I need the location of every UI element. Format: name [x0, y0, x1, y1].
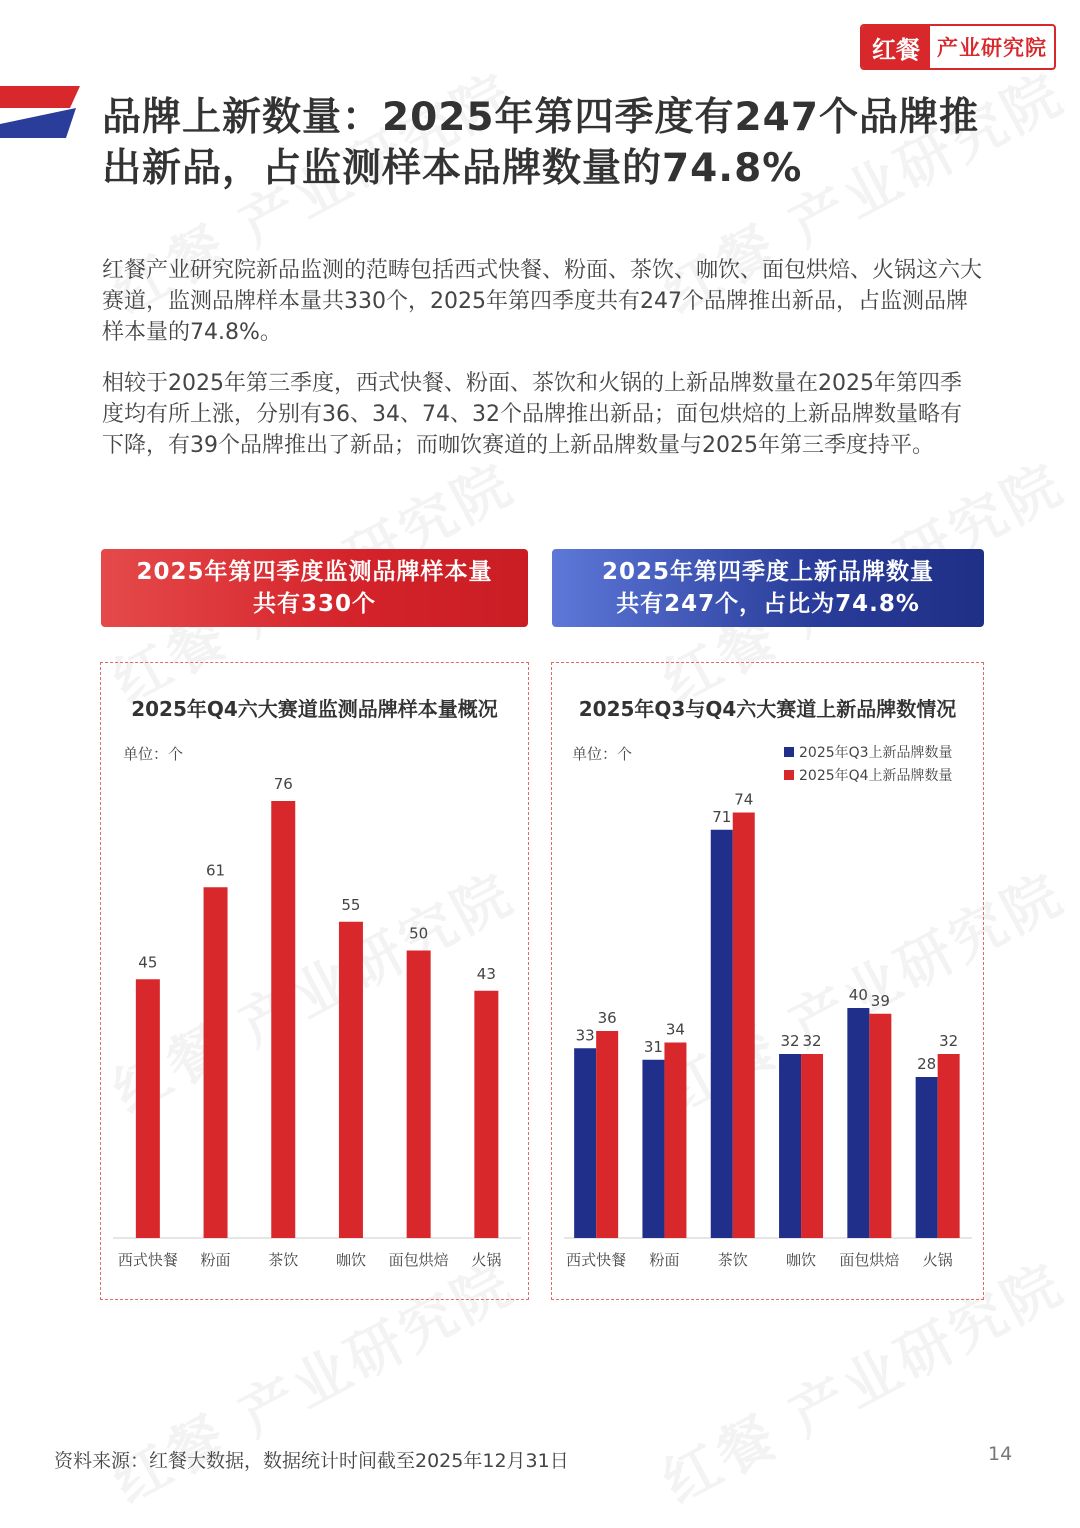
bar-chart-plot: [101, 663, 527, 1299]
data-label: 55: [341, 895, 361, 914]
data-label: 50: [409, 924, 429, 943]
brand-logo: [860, 24, 1056, 70]
data-label: 32: [780, 1032, 800, 1050]
banner-line: 2025年第四季度监测品牌样本量: [136, 559, 493, 585]
bar: [136, 979, 160, 1238]
grouped-bar-chart-plot: [552, 663, 982, 1299]
unit-label: 单位：个: [572, 745, 633, 763]
unit-label: 单位：个: [123, 745, 184, 763]
data-label: 71: [712, 807, 732, 826]
bar: [801, 1054, 823, 1238]
bar: [779, 1054, 801, 1238]
data-label: 74: [734, 790, 754, 809]
bar: [474, 991, 498, 1238]
data-label: 28: [917, 1055, 937, 1073]
data-label: 76: [273, 775, 293, 793]
data-label: 40: [848, 986, 868, 1004]
new-brands-banner: [552, 549, 984, 627]
bar: [271, 801, 295, 1238]
category-label: 西式快餐: [117, 1251, 178, 1269]
header-stripe: [0, 86, 82, 140]
data-label: 32: [939, 1032, 959, 1050]
legend-label: 2025年Q3上新品牌数量: [799, 745, 953, 761]
bar: [642, 1060, 664, 1238]
banner-line: 共有247个，占比为74.8%: [616, 591, 920, 617]
category-label: 茶饮: [717, 1251, 748, 1269]
bar: [847, 1008, 869, 1238]
comparison-paragraph: 相较于2025年第三季度，西式快餐、粉面、茶饮和火锅的上新品牌数量在2025年第四季度均有所上涨，分别有36、34、74、32个品牌推出新品；面包烘焙的上新品牌数量略有下降，有39个品牌推出了新品；而咖饮赛道的上新品牌数量与2025年第三季度持平。: [102, 371, 962, 458]
page-number: 14: [988, 1443, 1013, 1465]
sample-size-banner: [101, 549, 528, 627]
data-label: 31: [643, 1037, 663, 1056]
bar: [916, 1077, 938, 1238]
bar: [938, 1054, 960, 1238]
bar: [664, 1043, 686, 1239]
legend-label: 2025年Q4上新品牌数量: [799, 768, 953, 784]
bar: [596, 1031, 618, 1238]
legend-swatch: [784, 747, 794, 757]
bar: [339, 922, 363, 1238]
bar: [204, 887, 228, 1238]
sample-size-chart: [100, 662, 529, 1300]
banner-line: 共有330个: [252, 591, 376, 617]
data-label: 43: [476, 964, 496, 983]
intro-paragraph: 红餐产业研究院新品监测的范畴包括西式快餐、粉面、茶饮、咖饮、面包烘焙、火锅这六大赛道，监测品牌样本量共330个，2025年第四季度共有247个品牌推出新品，占监测品牌样本量的74.8%。: [102, 258, 983, 345]
category-label: 茶饮: [268, 1251, 299, 1269]
bar: [733, 813, 755, 1239]
bar: [407, 951, 431, 1239]
data-label: 34: [665, 1020, 685, 1039]
new-brands-chart: [551, 662, 984, 1300]
chart-title: 2025年Q3与Q4六大赛道上新品牌数情况: [578, 697, 957, 721]
data-label: 39: [870, 991, 890, 1010]
category-label: 粉面: [649, 1251, 680, 1269]
data-label: 36: [597, 1009, 617, 1027]
data-label: 32: [802, 1032, 822, 1050]
data-label: 45: [138, 953, 158, 972]
data-label: 61: [206, 861, 226, 880]
bar: [869, 1014, 891, 1238]
category-label: 咖饮: [335, 1251, 366, 1269]
category-label: 火锅: [471, 1251, 502, 1269]
logo-mark: 红餐: [862, 26, 930, 68]
source-note: 资料来源：红餐大数据，数据统计时间截至2025年12月31日: [54, 1450, 569, 1472]
category-label: 西式快餐: [566, 1251, 627, 1269]
category-label: 火锅: [922, 1251, 953, 1269]
chart-title: 2025年Q4六大赛道监测品牌样本量概况: [131, 697, 498, 721]
category-label: 咖饮: [786, 1251, 817, 1269]
legend-swatch: [784, 770, 794, 780]
banner-line: 2025年第四季度上新品牌数量: [601, 559, 934, 585]
category-label: 面包烘焙: [388, 1251, 449, 1269]
bar: [711, 830, 733, 1238]
bar: [574, 1048, 596, 1238]
page-title: 品牌上新数量：2025年第四季度有247个品牌推出新品，占监测样本品牌数量的74.8%: [102, 95, 979, 191]
category-label: 粉面: [200, 1251, 231, 1269]
data-label: 33: [575, 1026, 595, 1045]
category-label: 面包烘焙: [839, 1251, 900, 1269]
logo-name: 产业研究院: [937, 36, 1047, 60]
